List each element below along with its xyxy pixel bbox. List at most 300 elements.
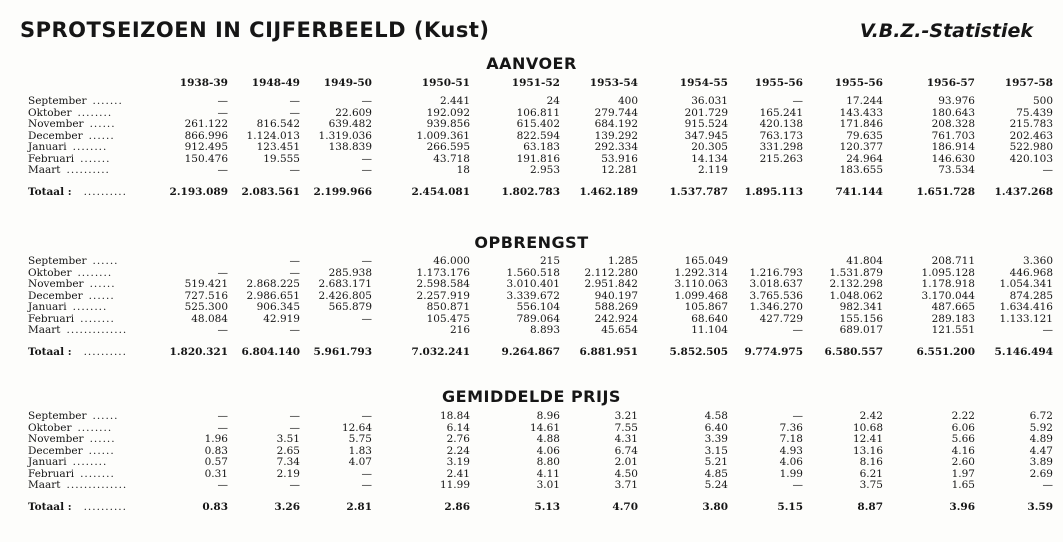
value-cell: 3.39 [704,433,728,445]
value-cell: 216 [449,324,470,336]
leader-dots: ....... [92,95,123,107]
year-header: 1954-55 [679,77,728,89]
value-cell: 1.319.036 [318,129,372,142]
year-header: 1957-58 [1004,77,1053,89]
value-cell: 525.300 [184,301,228,313]
total-cell: 4.70 [612,500,638,513]
value-cell [148,256,228,268]
value-cell: 3.71 [614,479,638,491]
value-cell: 2.257.919 [416,289,470,302]
value-cell: — [289,255,300,267]
value-cell: — [792,324,803,336]
value-cell: 285.938 [328,266,372,279]
total-cell: 6.881.951 [579,345,638,358]
value-cell: — [217,410,228,422]
value-cell: 45.654 [601,324,638,336]
value-cell: 1.634.416 [999,301,1053,313]
value-cell: 912.495 [184,141,228,153]
year-header: 1949-50 [323,77,372,89]
value-cell [728,165,803,177]
year-header: 1950-51 [421,77,470,89]
total-cell: 2.86 [444,500,470,513]
value-cell: — [217,106,228,119]
value-cell: 1.009.361 [416,129,470,142]
total-cell: 1.437.268 [994,185,1053,198]
table-row [28,142,1053,154]
month-name: Februari [28,467,75,480]
value-cell: — [289,410,300,422]
value-cell: 3.765.536 [749,289,803,302]
value-cell: 106.811 [516,106,560,119]
total-cell: 6.804.140 [241,345,300,358]
value-cell: 1.095.128 [921,266,975,279]
value-cell: 208.328 [931,118,975,130]
leader-dots: .......... [66,164,110,176]
value-cell: 588.269 [594,301,638,313]
total-row [28,177,1053,199]
leader-dots: .......... [83,345,127,358]
value-cell: 48.084 [191,312,228,325]
value-cell: 46.000 [433,255,470,267]
opbrengst-table [28,256,1053,358]
total-cell: 2.454.081 [411,185,470,198]
value-cell: 73.534 [938,164,975,176]
value-cell: 120.377 [839,141,883,153]
total-label [28,337,148,359]
value-cell: — [217,266,228,279]
value-cell: 4.11 [536,467,560,480]
value-cell: 36.031 [691,95,728,107]
leader-dots: ........ [72,141,108,153]
leader-dots: ...... [88,289,115,302]
source-label: V.B.Z.-Statistiek [859,20,1033,42]
value-cell: 201.729 [684,106,728,119]
value-cell [300,325,372,337]
value-cell: 202.463 [1009,129,1053,142]
month-name: December [28,129,83,142]
total-label-text: Totaal : [28,185,72,198]
value-cell: 4.47 [1029,444,1053,457]
total-row [28,337,1053,359]
table-row [28,256,1053,268]
value-cell: 215.263 [759,152,803,165]
section-title-aanvoer: AANVOER [486,54,577,73]
month-name: Maart [28,479,61,491]
value-cell: 0.83 [204,444,228,457]
table-row [28,434,1053,446]
value-cell: 2.953 [529,164,560,176]
value-cell: 3.21 [614,410,638,422]
leader-dots: .......... [83,500,127,513]
value-cell: 8.80 [536,456,560,468]
value-cell: 6.72 [1029,410,1053,422]
value-cell: — [361,410,372,422]
value-cell: 6.06 [951,421,975,434]
value-cell: 1.346.270 [749,301,803,313]
value-cell: — [792,410,803,422]
value-cell: 3.19 [446,456,470,468]
total-cell: 9.774.975 [744,345,803,358]
value-cell: 2.683.171 [318,278,372,290]
year-header: 1953-54 [589,77,638,89]
year-header: 1948-49 [251,77,300,89]
value-cell: 208.711 [931,255,975,267]
value-cell: 105.867 [684,301,728,313]
value-cell: 639.482 [328,118,372,130]
value-cell: 43.718 [433,152,470,165]
value-cell: 1.83 [348,444,372,457]
value-cell: 615.402 [516,118,560,130]
value-cell: 105.475 [426,312,470,325]
value-cell: 5.75 [348,433,372,445]
value-cell: 191.816 [516,152,560,165]
value-cell: 4.85 [704,467,728,480]
value-cell: 13.16 [852,444,883,457]
table-row [28,96,1053,108]
month-label [28,165,148,177]
value-cell: 556.104 [516,301,560,313]
value-cell: 763.173 [759,129,803,142]
value-cell: 242.924 [594,312,638,325]
value-cell: 2.426.805 [318,289,372,302]
value-cell: 75.439 [1016,106,1053,119]
value-cell: — [289,164,300,176]
aanvoer-table [28,76,1053,198]
value-cell: 93.976 [938,95,975,107]
value-cell: 1.178.918 [921,278,975,290]
value-cell: 789.064 [516,312,560,325]
value-cell: 8.96 [536,410,560,422]
value-cell: 3.018.637 [749,278,803,290]
value-cell: 150.476 [184,152,228,165]
total-cell: 1.802.783 [501,185,560,198]
value-cell: 487.665 [931,301,975,313]
value-cell: 689.017 [839,324,883,336]
value-cell: 292.334 [594,141,638,153]
leader-dots: ...... [92,410,119,422]
year-header: 1951-52 [511,77,560,89]
value-cell: — [289,324,300,336]
value-cell: 1.96 [204,433,228,445]
value-cell: 1.054.341 [999,278,1053,290]
total-cell: 3.26 [274,500,300,513]
year-header: 1955-56 [754,77,803,89]
value-cell: 6.40 [704,421,728,434]
value-cell: 565.879 [328,301,372,313]
value-cell: 3.110.063 [674,278,728,290]
value-cell: 7.36 [779,421,803,434]
value-cell: 1.048.062 [829,289,883,302]
table-row [28,302,1053,314]
value-cell: 79.635 [846,129,883,142]
value-cell: 3.339.672 [506,289,560,302]
value-cell: — [361,164,372,176]
value-cell: — [217,479,228,491]
value-cell: 4.06 [536,444,560,457]
month-name: Maart [28,324,61,336]
month-name: Januari [28,301,67,313]
value-cell: 2.01 [614,456,638,468]
value-cell: 915.524 [684,118,728,130]
total-cell: 3.59 [1027,500,1053,513]
value-cell: 2.65 [276,444,300,457]
value-cell: — [792,95,803,107]
value-cell: 155.156 [839,312,883,325]
value-cell: 519.421 [184,278,228,290]
value-cell: 186.914 [931,141,975,153]
value-cell: 18 [456,164,470,176]
total-cell: 1.820.321 [169,345,228,358]
value-cell: 2.69 [1029,467,1053,480]
total-cell: 8.87 [857,500,883,513]
value-cell: 1.560.518 [506,266,560,279]
value-cell: — [289,106,300,119]
table-row [28,119,1053,131]
year-header: 1938-39 [179,77,228,89]
value-cell: 2.60 [951,456,975,468]
gemiddelde-prijs-table [28,411,1053,513]
leader-dots: ........ [80,467,115,480]
leader-dots: ...... [92,255,119,267]
table-row [28,165,1053,177]
value-cell: 3.010.401 [506,278,560,290]
value-cell: — [361,467,372,480]
table-row [28,411,1053,423]
total-cell: 1.651.728 [916,185,975,198]
table-row [28,325,1053,337]
value-cell: 1.97 [951,467,975,480]
month-name: September [28,95,87,107]
value-cell: 12.41 [852,433,883,445]
value-cell: 180.643 [931,106,975,119]
value-cell: 165.049 [684,255,728,267]
value-cell: 2.951.842 [584,278,638,290]
value-cell: 6.14 [446,421,470,434]
value-cell: 279.744 [594,106,638,119]
value-cell: 3.01 [536,479,560,491]
value-cell: 14.61 [529,421,560,434]
value-cell: 20.305 [691,141,728,153]
value-cell: — [361,312,372,325]
value-cell: — [289,421,300,434]
value-cell: 2.868.225 [246,278,300,290]
total-cell: 1.462.189 [579,185,638,198]
month-name: November [28,278,84,290]
total-label [28,492,148,514]
value-cell: 10.68 [852,421,883,434]
leader-dots: ....... [80,152,111,165]
value-cell: 1.531.879 [829,266,883,279]
total-label [28,177,148,199]
table-row [28,279,1053,291]
value-cell: 261.122 [184,118,228,130]
value-cell: 123.451 [256,141,300,153]
total-label-text: Totaal : [28,500,72,513]
value-cell: 183.655 [839,164,883,176]
page-title: SPROTSEIZOEN IN CIJFERBEELD (Kust) [20,18,490,42]
total-cell: 2.083.561 [241,185,300,198]
value-cell: 1.292.314 [674,266,728,279]
month-name: Februari [28,312,75,325]
total-cell: 741.144 [835,185,883,198]
value-cell: 289.183 [931,312,975,325]
value-cell: 192.092 [426,106,470,119]
leader-dots: ........ [77,266,113,279]
value-cell: 684.192 [594,118,638,130]
value-cell: 3.89 [1029,456,1053,468]
leader-dots: ...... [89,278,116,290]
value-cell: 0.31 [204,467,228,480]
value-cell: — [289,95,300,107]
year-header-row [28,76,1053,90]
value-cell: — [217,421,228,434]
value-cell: 121.551 [931,324,975,336]
value-cell: 17.244 [846,95,883,107]
value-cell: 4.58 [704,410,728,422]
value-cell: 1.099.468 [674,289,728,302]
total-cell: 7.032.241 [411,345,470,358]
value-cell: — [792,479,803,491]
total-cell: 1.895.113 [744,185,803,198]
leader-dots: ........ [77,421,113,434]
value-cell: 24 [546,95,560,107]
value-cell: 7.34 [276,456,300,468]
month-name: Oktober [28,266,72,279]
total-cell: 2.199.966 [313,185,372,198]
value-cell: 1.285 [607,255,638,267]
total-cell: 6.551.200 [916,345,975,358]
total-cell: 3.80 [702,500,728,513]
value-cell: 5.92 [1029,421,1053,434]
month-name: September [28,255,87,267]
value-cell: 11.104 [691,324,728,336]
leader-dots: ...... [89,433,116,445]
month-name: December [28,444,83,457]
leader-dots: .......... [83,185,127,198]
value-cell: 41.804 [846,255,883,267]
total-cell: 9.264.867 [501,345,560,358]
value-cell: 906.345 [256,301,300,313]
month-name: September [28,410,87,422]
total-cell: 2.193.089 [169,185,228,198]
value-cell: 63.183 [523,141,560,153]
value-cell: 146.630 [931,152,975,165]
month-label [28,480,148,492]
value-cell: 2.41 [446,467,470,480]
value-cell: 4.16 [951,444,975,457]
value-cell: 2.112.280 [584,266,638,279]
leader-dots: ........ [80,312,115,325]
leader-dots: ........ [72,301,108,313]
month-name: Oktober [28,106,72,119]
leader-dots: .............. [66,324,128,336]
value-cell: — [1042,479,1053,491]
value-cell: 3.51 [276,433,300,445]
month-name: November [28,118,84,130]
value-cell: 3.170.044 [921,289,975,302]
value-cell: 761.703 [931,129,975,142]
month-label [28,325,148,337]
value-cell: 446.968 [1009,266,1053,279]
value-cell: 2.986.651 [246,289,300,302]
value-cell: — [361,479,372,491]
year-header: 1955-56 [834,77,883,89]
value-cell: 5.21 [704,456,728,468]
value-cell: 0.57 [204,456,228,468]
value-cell: 1.99 [779,467,803,480]
value-cell: 215.783 [1009,118,1053,130]
value-cell: 1.124.013 [246,129,300,142]
total-cell: 3.96 [949,500,975,513]
value-cell: 7.55 [614,421,638,434]
value-cell: 822.594 [516,129,560,142]
leader-dots: ........ [72,456,108,468]
value-cell: 4.50 [614,467,638,480]
total-cell: 5.961.793 [313,345,372,358]
value-cell: 171.846 [839,118,883,130]
value-cell: 4.88 [536,433,560,445]
value-cell: 24.964 [846,152,883,165]
total-cell: 5.15 [777,500,803,513]
value-cell: 940.197 [594,289,638,302]
value-cell: 2.132.298 [829,278,883,290]
value-cell: 4.07 [348,456,372,468]
value-cell: 11.99 [439,479,470,491]
total-label-text: Totaal : [28,345,72,358]
month-name: Maart [28,164,61,176]
value-cell: — [1042,164,1053,176]
leader-dots: .............. [66,479,128,491]
value-cell: 4.31 [614,433,638,445]
total-row [28,492,1053,514]
value-cell: 2.22 [951,410,975,422]
total-cell: 5.146.494 [994,345,1053,358]
header-blank [28,76,148,90]
value-cell: 3.75 [859,479,883,491]
value-cell: 4.06 [779,456,803,468]
month-name: Oktober [28,421,72,434]
table-row [28,480,1053,492]
value-cell: 1.65 [951,479,975,491]
leader-dots: ........ [77,106,113,119]
value-cell: 1.173.176 [416,266,470,279]
total-cell: 1.537.787 [669,185,728,198]
total-cell: 6.580.557 [824,345,883,358]
value-cell: 8.16 [859,456,883,468]
value-cell: 143.433 [839,106,883,119]
value-cell: 22.609 [335,106,372,119]
value-cell: 18.84 [439,410,470,422]
value-cell: 5.66 [951,433,975,445]
value-cell: 165.241 [759,106,803,119]
value-cell: 420.103 [1009,152,1053,165]
value-cell: 2.42 [859,410,883,422]
value-cell: 1.133.121 [999,312,1053,325]
value-cell: — [361,95,372,107]
value-cell: 816.542 [256,118,300,130]
value-cell: 266.595 [426,141,470,153]
section-title-gemiddelde-prijs: GEMIDDELDE PRIJS [442,387,621,406]
value-cell: 4.93 [779,444,803,457]
value-cell: — [289,266,300,279]
year-header: 1956-57 [926,77,975,89]
value-cell: 2.76 [446,433,470,445]
value-cell: 53.916 [601,152,638,165]
value-cell: 6.21 [859,467,883,480]
value-cell: 19.555 [263,152,300,165]
value-cell: 500 [1032,95,1053,107]
value-cell: 939.856 [426,118,470,130]
